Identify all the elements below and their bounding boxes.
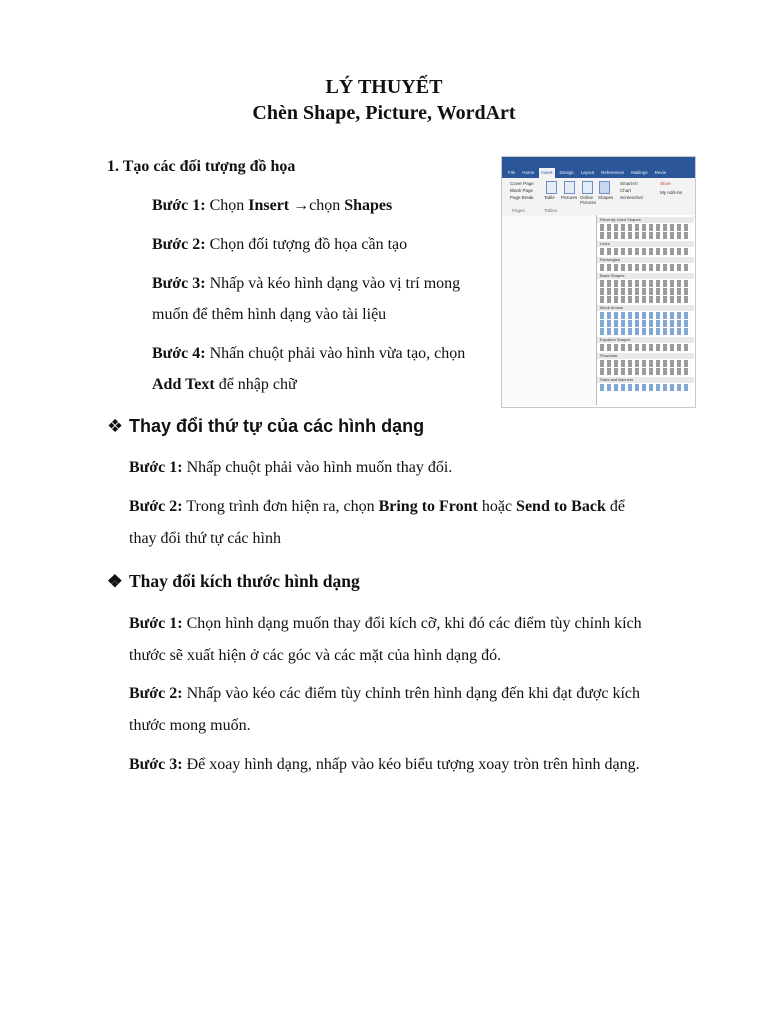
- add-text-label: Add Text: [152, 376, 215, 393]
- s1-step-1-text-b: chọn: [309, 197, 345, 214]
- s3-step-3-label: Bước 3:: [129, 756, 183, 773]
- s2-step-2-label: Bước 2:: [129, 498, 183, 515]
- my-addins-item: My Add-ins: [660, 190, 683, 195]
- table-icon: [546, 181, 557, 194]
- tab-design: Design: [559, 170, 574, 175]
- s1-step-3-line-2: muốn để thêm hình dạng vào tài liệu: [152, 306, 387, 323]
- s2-step-2-text-a: Trong trình đơn hiện ra, chọn: [182, 498, 379, 515]
- s3-step-1-label: Bước 1:: [129, 615, 183, 632]
- gallery-header: Equation Shapes: [597, 337, 694, 343]
- page-break-item: Page Break: [510, 195, 534, 200]
- bring-to-front-label: Bring to Front: [378, 498, 478, 515]
- s1-step-3: [152, 273, 460, 295]
- tab-home: Home: [522, 170, 535, 175]
- shapes-item: Shapes: [598, 195, 614, 200]
- tab-insert: Insert: [539, 168, 554, 178]
- s1-step-1-shapes: Shapes: [344, 197, 393, 214]
- s1-step-2-label: Bước 2:: [152, 236, 206, 253]
- shapes-icon: [599, 181, 610, 194]
- title-line-2: Chèn Shape, Picture, WordArt: [252, 102, 516, 124]
- s1-step-2: [152, 234, 407, 256]
- s1-step-1: [152, 195, 392, 217]
- s3-step-2: [129, 683, 640, 705]
- s1-step-4-line-2: [152, 374, 297, 396]
- s2-step-1: [129, 457, 452, 479]
- s3-step-2-text: Nhấp vào kéo các điểm tùy chỉnh trên hình dạng đến khi đạt được kích: [182, 685, 641, 702]
- online-pictures-icon: [582, 181, 593, 194]
- s2-step-1-label: Bước 1:: [129, 459, 183, 476]
- send-to-back-label: Send to Back: [516, 498, 606, 515]
- tab-mailings: Mailings: [631, 170, 648, 175]
- gallery-header: Flowchart: [597, 353, 694, 359]
- s1-step-4-label: Bước 4:: [152, 345, 206, 362]
- gallery-header: Stars and Banners: [597, 377, 694, 383]
- s2-step-2: [129, 496, 625, 518]
- gallery-header: Block Arrows: [597, 305, 694, 311]
- gallery-header: Lines: [597, 241, 694, 247]
- s1-step-4-text-2: để nhập chữ: [214, 376, 297, 393]
- s2-step-2-text-b: hoặc: [477, 498, 517, 515]
- section-2-title: Thay đổi thứ tự của các hình dạng: [129, 416, 425, 436]
- store-item: Store: [660, 181, 671, 186]
- pages-group-label: Pages: [512, 208, 525, 213]
- s1-step-1-text: Chọn: [205, 197, 249, 214]
- ribbon-tabs: [502, 168, 695, 178]
- arrow-icon: →: [289, 197, 310, 214]
- gallery-header: Basic Shapes: [597, 273, 694, 279]
- gallery-header: Recently Used Shapes: [597, 217, 694, 223]
- s1-step-1-label: Bước 1:: [152, 197, 206, 214]
- s3-step-2-label: Bước 2:: [129, 685, 183, 702]
- s2-step-1-text: Nhấp chuột phải vào hình muốn thay đổi.: [182, 459, 453, 476]
- s1-step-2-text: Chọn đối tượng đồ họa cần tạo: [205, 236, 408, 253]
- title-line-1: LÝ THUYẾT: [325, 76, 443, 98]
- s1-step-1-insert: Insert: [248, 197, 290, 214]
- pictures-icon: [564, 181, 575, 194]
- diamond-bullet-icon: ❖: [107, 416, 124, 436]
- shapes-gallery: [596, 215, 694, 405]
- diamond-bullet-icon: ❖: [107, 571, 123, 591]
- cover-page-item: Cover Page: [510, 181, 534, 186]
- s1-step-3-label: Bước 3:: [152, 275, 206, 292]
- page-title: [0, 74, 768, 126]
- document-area: [502, 216, 596, 406]
- section-3-heading: [107, 570, 360, 592]
- s1-step-4: [152, 343, 465, 365]
- screenshot-item: Screenshot: [620, 195, 643, 200]
- tables-group-label: Tables: [544, 208, 558, 213]
- ribbon: [502, 178, 695, 217]
- table-item: Table: [544, 195, 555, 200]
- s2-step-2-line-2: thay đổi thứ tự các hình: [129, 530, 281, 547]
- blank-page-item: Blank Page: [510, 188, 534, 193]
- s2-step-2-text-c: để: [605, 498, 625, 515]
- s1-step-3-text: Nhấp và kéo hình dạng vào vị trí mong: [205, 275, 461, 292]
- gallery-header: Rectangles: [597, 257, 694, 263]
- s3-step-1: [129, 613, 642, 635]
- s1-step-4-text: Nhấn chuột phải vào hình vừa tạo, chọn: [205, 345, 466, 362]
- section-1-heading: 1. Tạo các đối tượng đồ họa: [107, 158, 296, 175]
- section-2-heading: [107, 415, 424, 437]
- s3-step-3-text: Để xoay hình dạng, nhấp vào kéo biểu tượng xoay tròn trên hình dạng.: [182, 756, 640, 773]
- tab-review: Revie: [654, 170, 667, 175]
- s3-step-2-line-2: thước mong muốn.: [129, 717, 251, 734]
- online-pictures-item: Online Pictures: [580, 195, 597, 205]
- pictures-item: Pictures: [561, 195, 578, 200]
- quick-access-toolbar: [502, 157, 695, 168]
- s3-step-3: [129, 754, 640, 776]
- word-insert-shapes-screenshot: [501, 156, 696, 408]
- section-3-title: Thay đổi kích thước hình dạng: [129, 571, 360, 591]
- smartart-item: SmartArt: [620, 181, 638, 186]
- tab-file: File: [508, 170, 516, 175]
- tab-layout: Layout: [580, 170, 595, 175]
- s3-step-1-text: Chọn hình dạng muốn thay đổi kích cỡ, khi đó các điểm tùy chỉnh kích: [182, 615, 642, 632]
- chart-item: Chart: [620, 188, 632, 193]
- tab-references: References: [601, 170, 625, 175]
- s3-step-1-line-2: thước sẽ xuất hiện ở các góc và các mặt của hình dạng đó.: [129, 647, 502, 664]
